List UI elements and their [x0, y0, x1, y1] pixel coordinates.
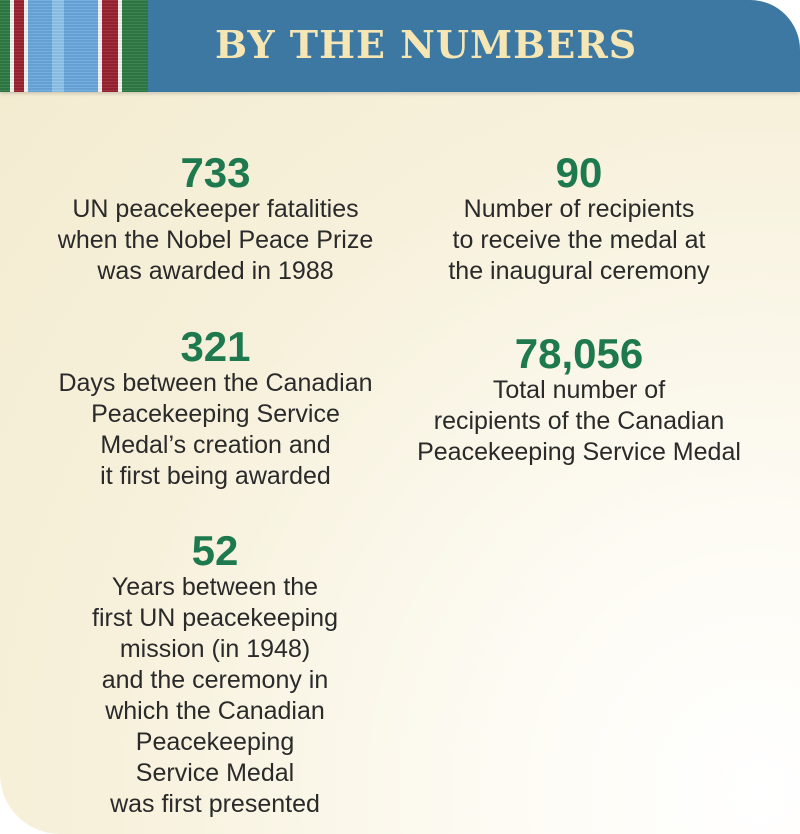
stat-number: 733 [180, 149, 251, 196]
stat-line: Peacekeeping [135, 728, 295, 756]
stat-line: Medal’s creation and [100, 431, 331, 459]
stat-line: first UN peacekeeping [92, 604, 338, 632]
stat-line: when the Nobel Peace Prize [57, 226, 374, 254]
page-title: BY THE NUMBERS [215, 22, 638, 67]
stat-number: 321 [180, 323, 251, 370]
medal-ribbon-image [0, 0, 148, 92]
stat-line: which the Canadian [105, 697, 325, 725]
stat-number: 78,056 [514, 330, 644, 377]
stat-line: and the ceremony in [101, 666, 329, 694]
stat-line: Peacekeeping Service Medal [417, 438, 741, 466]
stat-number: 90 [555, 149, 603, 196]
stat-years-between [60, 527, 370, 820]
stat-total-recipients [405, 330, 753, 468]
stat-line: UN peacekeeper fatalities [72, 195, 359, 223]
stat-line: Service Medal [135, 759, 295, 787]
stat-line: to receive the medal at [452, 226, 706, 254]
stat-line: Peacekeeping Service [91, 400, 340, 428]
stat-days-between [48, 323, 383, 492]
stat-line: recipients of the Canadian [433, 407, 725, 435]
stat-number: 52 [191, 527, 239, 574]
stat-line: Total number of [492, 376, 666, 404]
stat-fatalities [48, 149, 383, 287]
stat-line: mission (in 1948) [119, 635, 311, 663]
stat-line: Years between the [111, 573, 319, 601]
stat-inaugural-recipients [420, 149, 738, 287]
stat-line: Number of recipients [463, 195, 695, 223]
stat-line: the inaugural ceremony [448, 257, 710, 285]
stat-line: Days between the Canadian [58, 369, 373, 397]
stat-line: it first being awarded [100, 462, 331, 490]
stat-line: was first presented [110, 790, 320, 818]
stat-line: was awarded in 1988 [97, 257, 334, 285]
header-banner [0, 0, 800, 92]
